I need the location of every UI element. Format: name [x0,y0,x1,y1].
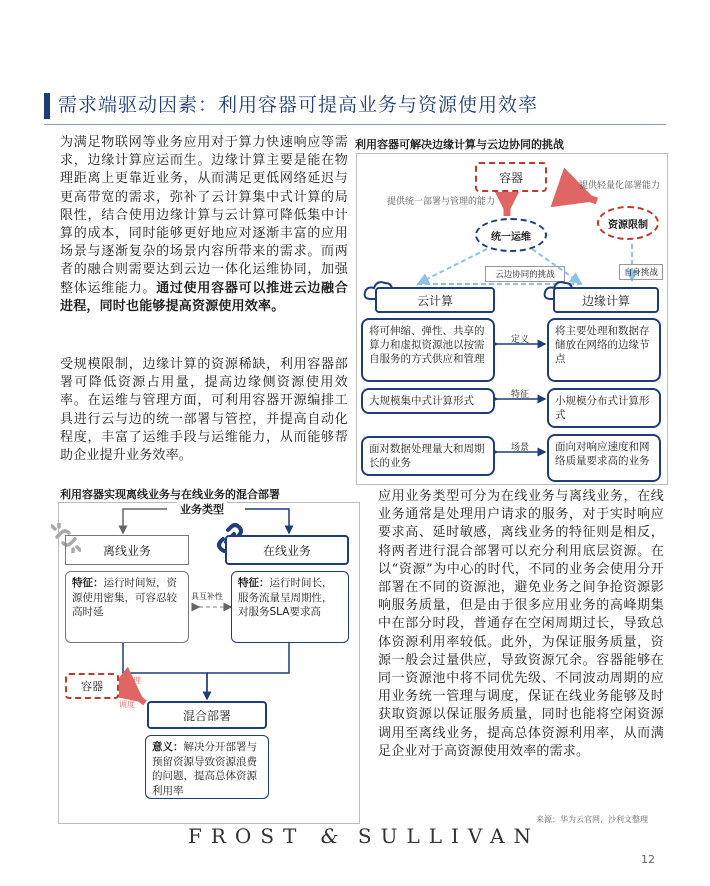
feature-label: 特征 [511,390,530,400]
hybrid-deployment-diagram [58,502,360,824]
meaning-card [145,735,269,799]
edge-scene: 面向对响应速度和网络质量要求高的业务 [547,434,661,482]
meaning-label: 意义： [152,741,184,753]
container-box-left: 容器 [65,673,119,699]
title-accent-bar [44,93,50,119]
left-paragraph-2: 受规模限制，边缘计算的资源稀缺，利用容器部署可降低资源占用量，提高边缘侧资源使用效率。在运维与管理方面，可利用容器开源编排工具进行云与边的统一部署与管控，并提高自动化程度，丰富了运维手段与运维能力，从而能够帮助企业提升业务效率。 [60,357,348,464]
schedule-label: 调度 [119,700,135,709]
left-paragraph-1 [60,134,348,316]
left-diagram-heading: 利用容器实现离线业务与在线业务的混合部署 [60,488,280,501]
provide-unified-label: 提供统一部署与管理的能力 [387,197,496,207]
brand-left: FROST [188,824,306,848]
self-challenge-tag: 自身挑战 [619,264,663,280]
online-feature-text: 运行时间长，服务流量呈周期性，对服务SLA要求高 [238,577,333,618]
right-paragraph: 应用业务类型可分为在线业务与离线业务，在线业务通常是处理用户请求的服务，对于实时响应要求高、延时敏感，离线业务的特征则是相反，将两者进行混合部署可以充分利用底层资源。在以“资源”为中心的时代，不同的业务会使用分开部署在不同的资源池，避免业务之间争抢资源影响服务质量，但是由于很多应用业务的高峰期集中在部分时段，普通存在空闲周期过长，导致总体资源利用率较低。此外，为保证服务质量，资源一般会过量供应，导致资源冗余。容器能够在同一资源池中将不同优先级、不同波动周期的应用业务统一管理与调度，保证在线业务能够及时获取资源以保证服务质量，同时也能将空闲资源调用至离线业务，提高总体资源利用率，从而满足企业对于高资源使用效率的需求。 [378,489,664,759]
meaning-text: 解决分开部署与预留资源导致资源浪费的问题，提高总体资源利用率 [152,741,257,797]
offline-feature-text: 运行时间短，资源使用密集，可容忍较高时延 [72,577,177,618]
scene-label: 场景 [511,443,530,453]
page-title: 需求端驱动因素：利用容器可提高业务与资源使用效率 [58,94,539,116]
brand-amp: & [320,824,343,848]
offline-feature-label: 特征： [72,577,104,589]
complementary-label: 具互补性 [191,592,223,601]
offline-feature-card [65,571,189,643]
definition-label: 定义 [511,335,530,345]
source-note: 来源：华为云官网，沙利文整理 [536,815,648,824]
edge-feature: 小规模分布式计算形式 [547,388,661,428]
right-diagram-heading: 利用容器可解决边缘计算与云边协同的挑战 [355,138,564,151]
provide-light-label: 提供轻量化部署能力 [579,181,661,191]
brand-right: SULLIVAN [357,824,540,848]
cloud-computing-box: 云计算 [375,287,495,313]
offline-business-box: 离线业务 [65,535,189,565]
manage-label: 管理 [125,676,141,685]
cloud-feature: 大规模集中式计算形式 [361,388,495,414]
edge-computing-box: 边缘计算 [553,287,659,313]
unified-ops-oval: 统一运维 [475,218,547,252]
business-type-label: 业务类型 [177,501,227,517]
online-feature-card [231,571,349,643]
resource-limit-oval: 资源限制 [597,206,659,240]
title-divider [44,124,666,125]
cloud-definition: 将可伸缩、弹性、共享的算力和虚拟资源池以按需自服务的方式供应和管理 [361,318,495,382]
cloud-scene: 面对数据处理量大和周期长的业务 [361,436,495,476]
cloud-edge-diagram [356,153,668,485]
cloud-edge-challenge-tag: 云边协同的挑战 [485,266,565,282]
brand-logo [188,824,540,848]
left-paragraph-1-bold: 通过使用容器可以推进云边融合进程，同时也能够提高资源使用效率。 [60,280,348,314]
left-paragraph-1-text: 为满足物联网等业务应用对于算力快速响应等需求，边缘计算应运而生。边缘计算主要是能在物理距离上更靠近业务，从而满足更低网络延迟与更高带宽的需求，弥补了云计算集中式计算的局限性，结合使用边缘计算与云计算可降低集中计算的成本，同时能够更好地应对逐渐丰富的应用场景与逐渐复杂的场景内容所带来的需求。而两者的融合则需要达到云边一体化运维协同，加强整体运维能力。 [60,135,348,296]
hybrid-deployment-box: 混合部署 [147,701,267,729]
page-number: 12 [641,853,655,866]
container-box: 容器 [475,162,547,192]
edge-definition: 将主要处理和数据存储放在网络的边缘节点 [547,318,661,382]
online-feature-label: 特征： [238,577,270,589]
online-business-box: 在线业务 [225,535,349,565]
